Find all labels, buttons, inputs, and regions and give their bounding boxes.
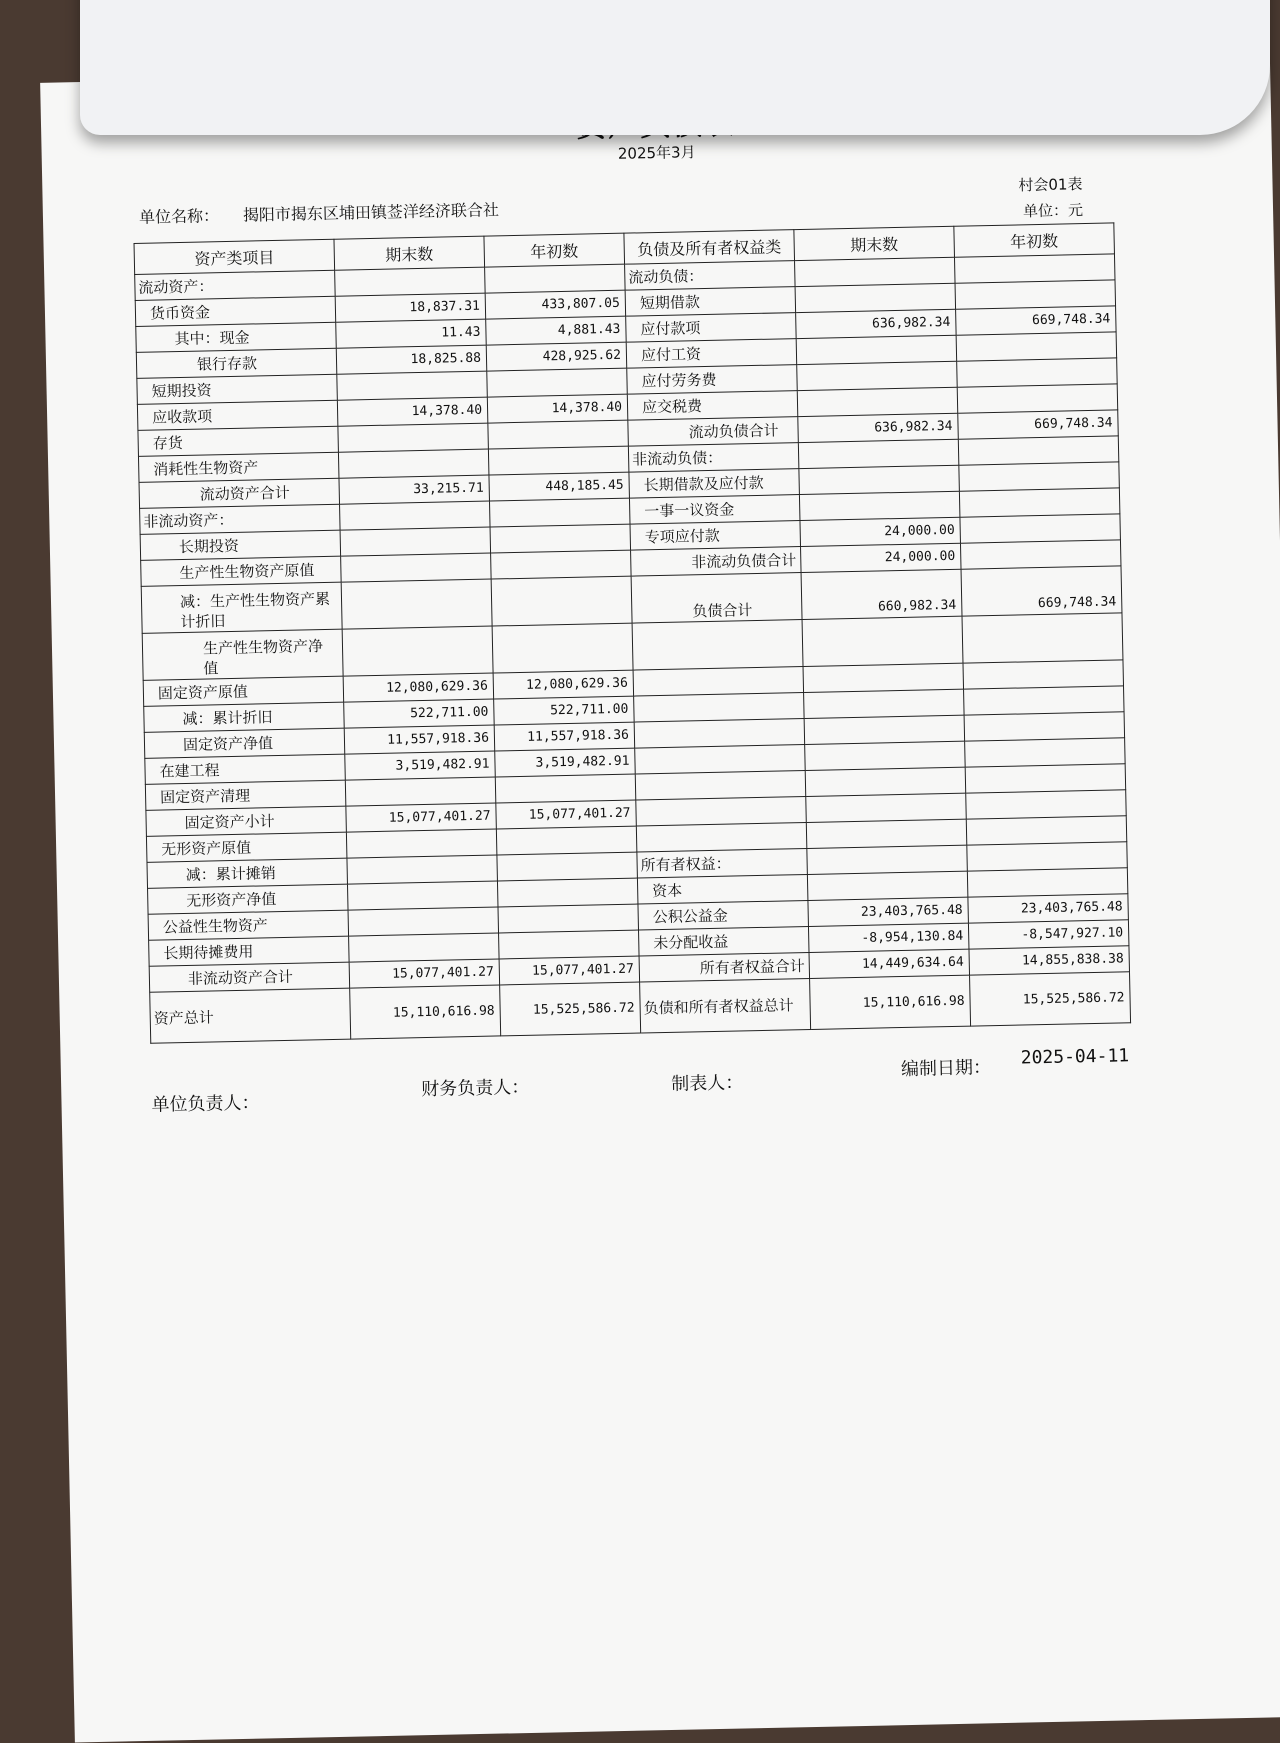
asset-begin-cell (496, 826, 637, 855)
asset-begin-cell: 3,519,482.91 (495, 748, 636, 777)
header-asset-end: 期末数 (334, 236, 485, 270)
liability-begin-cell (963, 660, 1124, 689)
asset-begin-cell (490, 524, 631, 553)
unit-name: 揭阳市揭东区埔田镇莶洋经济联合社 (242, 200, 500, 225)
asset-end-cell: 11.43 (336, 319, 487, 348)
asset-item-cell: 生产性生物资产原值 (141, 556, 342, 586)
balance-sheet-table (134, 222, 1132, 1043)
asset-item-cell: 流动资产： (135, 270, 336, 300)
asset-begin-cell (495, 774, 636, 803)
liability-end-cell: 14,449,634.64 (809, 949, 970, 978)
liability-end-cell: 24,000.00 (801, 543, 962, 572)
asset-end-cell: 18,837.31 (335, 293, 486, 322)
asset-end-cell: 15,077,401.27 (349, 959, 500, 988)
liability-begin-cell (964, 686, 1125, 715)
footer-unit-head: 单位负责人： (151, 1092, 260, 1116)
asset-end-cell (348, 907, 499, 936)
liability-end-cell (795, 257, 956, 286)
liability-end-cell (797, 361, 958, 390)
asset-end-cell: 12,080,629.36 (343, 673, 494, 702)
liability-item-cell (636, 797, 807, 827)
liability-end-cell: 636,982.34 (798, 413, 959, 442)
asset-begin-cell: 15,077,401.27 (496, 800, 637, 829)
liability-item-cell: 应交税费 (627, 391, 798, 421)
liability-end-cell (804, 715, 965, 744)
asset-item-cell: 减：生产性生物资产累计折旧 (141, 582, 342, 633)
liability-begin-cell (966, 790, 1127, 819)
asset-item-cell: 固定资产净值 (144, 728, 345, 758)
asset-end-cell (346, 829, 497, 858)
asset-end-cell (341, 553, 492, 582)
asset-end-cell (337, 371, 488, 400)
footer-date-value: 2025-04-11 (1020, 1045, 1130, 1069)
asset-end-cell (349, 933, 500, 962)
asset-end-cell: 18,825.88 (336, 345, 487, 374)
liability-begin-cell (957, 358, 1118, 387)
document-sheet (40, 57, 1280, 1742)
asset-begin-cell: 522,711.00 (494, 696, 635, 725)
liability-item-cell: 流动负债： (625, 261, 796, 291)
liability-item-cell: 非流动负债： (628, 443, 799, 473)
liability-begin-cell (959, 488, 1120, 517)
asset-begin-cell (491, 550, 632, 579)
liability-end-cell (802, 616, 963, 666)
header-liability-begin: 年初数 (954, 223, 1115, 257)
liability-item-cell: 负债合计 (631, 573, 802, 624)
liability-end-cell: 15,110,616.98 (810, 975, 971, 1029)
liability-end-cell: 23,403,765.48 (808, 897, 969, 926)
liability-end-cell (799, 491, 960, 520)
liability-begin-cell (962, 613, 1123, 663)
liability-begin-cell (958, 436, 1119, 465)
asset-begin-cell (492, 623, 633, 673)
page-curl (80, 0, 1270, 135)
asset-item-cell: 生产性生物资产净值 (142, 629, 343, 680)
liability-begin-cell (965, 738, 1126, 767)
asset-end-cell (340, 501, 491, 530)
liability-end-cell (804, 689, 965, 718)
asset-end-cell (335, 267, 486, 296)
asset-begin-cell (499, 930, 640, 959)
liability-begin-cell (955, 280, 1116, 309)
asset-begin-cell: 15,525,586.72 (500, 982, 641, 1036)
liability-end-cell (795, 283, 956, 312)
liability-begin-cell: 14,855,838.38 (969, 946, 1130, 975)
asset-begin-cell: 11,557,918.36 (494, 722, 635, 751)
asset-end-cell (342, 626, 493, 676)
header-liability-item: 负债及所有者权益类 (624, 230, 795, 265)
asset-end-cell (347, 855, 498, 884)
liability-item-cell: 公积公益金 (638, 900, 809, 930)
liability-item-cell: 应付工资 (626, 339, 797, 369)
asset-item-cell: 短期投资 (137, 374, 338, 404)
liability-item-cell: 应付劳务费 (627, 365, 798, 395)
liability-item-cell: 长期借款及应付款 (629, 469, 800, 499)
doc-period: 2025年3月 (617, 143, 696, 163)
asset-end-cell (338, 423, 489, 452)
asset-item-cell: 长期待摊费用 (149, 936, 350, 966)
asset-begin-cell (497, 878, 638, 907)
liability-end-cell (805, 741, 966, 770)
asset-begin-cell: 4,881.43 (486, 316, 627, 345)
liability-end-cell (796, 335, 957, 364)
asset-item-cell: 无形资产净值 (148, 884, 349, 914)
liability-begin-cell (967, 842, 1128, 871)
liability-end-cell (797, 387, 958, 416)
liability-item-cell (635, 745, 806, 775)
asset-item-cell: 固定资产原值 (143, 676, 344, 706)
footer-finance-head: 财务负责人： (421, 1076, 530, 1101)
liability-end-cell (803, 663, 964, 692)
asset-item-cell: 减：累计折旧 (144, 702, 345, 732)
liability-begin-cell (960, 514, 1121, 543)
asset-begin-cell (498, 904, 639, 933)
asset-begin-cell: 428,925.62 (486, 342, 627, 371)
liability-item-cell (636, 822, 807, 852)
asset-begin-cell (497, 852, 638, 881)
liability-end-cell (799, 465, 960, 494)
asset-begin-cell: 14,378.40 (487, 394, 628, 423)
asset-item-cell: 固定资产小计 (146, 806, 347, 836)
liability-item-cell: 所有者权益： (637, 848, 808, 878)
footer-preparer: 制表人： (671, 1072, 744, 1095)
header-asset-item: 资产类项目 (134, 239, 335, 274)
liability-item-cell: 专项应付款 (630, 521, 801, 551)
liability-end-cell (807, 845, 968, 874)
asset-item-cell: 固定资产清理 (145, 780, 346, 810)
asset-end-cell: 33,215.71 (339, 475, 490, 504)
asset-end-cell: 15,110,616.98 (350, 985, 501, 1039)
liability-item-cell (632, 620, 803, 671)
liability-begin-cell: -8,547,927.10 (968, 920, 1129, 949)
liability-end-cell (807, 871, 968, 900)
asset-end-cell (345, 777, 496, 806)
asset-begin-cell (491, 576, 632, 626)
asset-item-cell: 减：累计摊销 (147, 858, 348, 888)
liability-end-cell: 636,982.34 (796, 309, 957, 338)
liability-begin-cell (960, 540, 1121, 569)
liability-item-cell: 未分配收益 (639, 926, 810, 956)
asset-item-cell: 非流动资产合计 (149, 962, 350, 992)
liability-item-cell: 资本 (637, 874, 808, 904)
liability-item-cell: 短期借款 (625, 287, 796, 317)
liability-item-cell: 所有者权益合计 (639, 952, 810, 982)
asset-item-cell: 资产总计 (150, 988, 351, 1043)
liability-begin-cell (966, 816, 1127, 845)
header-asset-begin: 年初数 (484, 233, 625, 267)
liability-item-cell (634, 693, 805, 723)
asset-begin-cell (489, 498, 630, 527)
asset-end-cell: 522,711.00 (344, 699, 495, 728)
asset-begin-cell: 12,080,629.36 (493, 670, 634, 699)
liability-begin-cell: 669,748.34 (961, 566, 1122, 616)
liability-begin-cell (965, 764, 1126, 793)
asset-end-cell (338, 449, 489, 478)
liability-item-cell (633, 667, 804, 697)
liability-item-cell (634, 719, 805, 749)
footer-date-label: 编制日期： (900, 1057, 992, 1081)
asset-begin-cell (487, 368, 628, 397)
asset-item-cell: 流动资产合计 (139, 478, 340, 508)
asset-begin-cell: 15,077,401.27 (499, 956, 640, 985)
liability-end-cell: 660,982.34 (801, 569, 962, 619)
asset-item-cell: 消耗性生物资产 (138, 452, 339, 482)
liability-end-cell: -8,954,130.84 (808, 923, 969, 952)
asset-end-cell (341, 579, 492, 629)
liability-begin-cell (956, 332, 1117, 361)
asset-item-cell: 存货 (138, 426, 339, 456)
asset-item-cell: 货币资金 (135, 296, 336, 326)
liability-item-cell: 负债和所有者权益总计 (640, 978, 811, 1033)
liability-begin-cell (967, 868, 1128, 897)
liability-end-cell (806, 793, 967, 822)
unit-label: 单位名称： (138, 206, 220, 227)
asset-end-cell: 3,519,482.91 (345, 751, 496, 780)
liability-end-cell (805, 767, 966, 796)
liability-begin-cell (954, 254, 1115, 283)
form-code: 村会01表 (1018, 175, 1083, 195)
asset-item-cell: 其中：现金 (136, 322, 337, 352)
asset-end-cell: 15,077,401.27 (346, 803, 497, 832)
asset-item-cell: 应收款项 (137, 400, 338, 430)
asset-begin-cell (488, 446, 629, 475)
liability-begin-cell (959, 462, 1120, 491)
asset-item-cell: 无形资产原值 (146, 832, 347, 862)
liability-item-cell: 流动负债合计 (628, 417, 799, 447)
liability-item-cell: 应付款项 (626, 313, 797, 343)
liability-item-cell: 非流动负债合计 (631, 547, 802, 577)
liability-begin-cell: 15,525,586.72 (970, 972, 1131, 1026)
asset-item-cell: 公益性生物资产 (148, 910, 349, 940)
liability-item-cell: 一事一议资金 (629, 495, 800, 525)
asset-begin-cell: 433,807.05 (485, 290, 626, 319)
header-liability-end: 期末数 (794, 226, 955, 260)
liability-end-cell: 24,000.00 (800, 517, 961, 546)
liability-item-cell (635, 771, 806, 801)
liability-end-cell (798, 439, 959, 468)
asset-begin-cell (485, 264, 626, 293)
asset-end-cell: 11,557,918.36 (344, 725, 495, 754)
liability-end-cell (806, 819, 967, 848)
asset-begin-cell (488, 420, 629, 449)
table-body (135, 254, 1131, 1043)
liability-begin-cell (964, 712, 1125, 741)
asset-item-cell: 在建工程 (145, 754, 346, 784)
asset-end-cell (340, 527, 491, 556)
asset-item-cell: 银行存款 (136, 348, 337, 378)
asset-end-cell (347, 881, 498, 910)
asset-begin-cell: 448,185.45 (489, 472, 630, 501)
liability-begin-cell (957, 384, 1118, 413)
currency-unit: 单位：元 (1022, 201, 1084, 221)
liability-begin-cell: 669,748.34 (958, 410, 1119, 439)
asset-end-cell: 14,378.40 (337, 397, 488, 426)
asset-item-cell: 长期投资 (140, 530, 341, 560)
liability-begin-cell: 23,403,765.48 (968, 894, 1129, 923)
liability-begin-cell: 669,748.34 (956, 306, 1117, 335)
asset-item-cell: 非流动资产： (140, 504, 341, 534)
